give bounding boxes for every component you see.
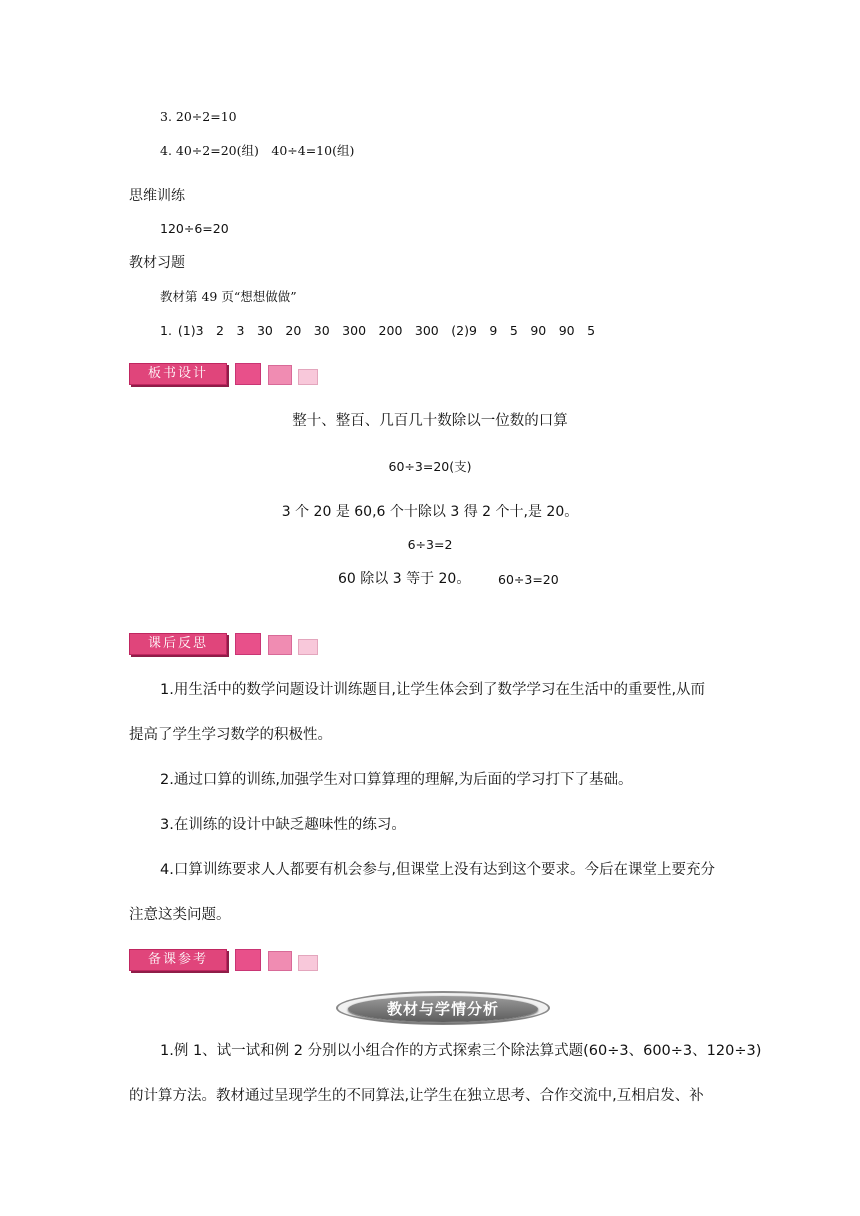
banner-square-mid bbox=[268, 365, 292, 385]
board-line-2: 3 个 20 是 60,6 个十除以 3 得 2 个十,是 20。 bbox=[281, 504, 579, 520]
banner-square-dark bbox=[235, 949, 261, 971]
board-equation-1: 60÷3=20(支) bbox=[388, 459, 472, 474]
reflection-paragraph-1a: 1.用生活中的数学问题设计训练题目,让学生体会到了数学学习在生活中的重要性,从而 bbox=[160, 682, 706, 698]
banner-square-light bbox=[298, 369, 318, 385]
textbook-reference: 教材第 49 页“想想做做” bbox=[160, 289, 297, 304]
banner-square-mid bbox=[268, 635, 292, 655]
reflection-paragraph-4b: 注意这类问题。 bbox=[129, 907, 231, 923]
reflection-label: 课后反思 bbox=[129, 633, 227, 655]
reflection-paragraph-2: 2.通过口算的训练,加强学生对口算算理的理解,为后面的学习打下了基础。 bbox=[160, 772, 633, 788]
banner-square-mid bbox=[268, 951, 292, 971]
answer-4: 4. 40÷2=20(组) 40÷4=10(组) bbox=[160, 143, 355, 158]
board-design-label: 板书设计 bbox=[129, 363, 227, 385]
analysis-title: 教材与学情分析 bbox=[386, 1000, 499, 1018]
banner-square-dark bbox=[235, 363, 261, 385]
board-line-3-equation: 60÷3=20 bbox=[498, 572, 559, 587]
reflection-paragraph-4a: 4.口算训练要求人人都要有机会参与,但课堂上没有达到这个要求。今后在课堂上要充分 bbox=[160, 862, 715, 878]
thinking-heading: 思维训练 bbox=[129, 188, 185, 204]
analysis-title-badge bbox=[336, 988, 550, 1028]
reflection-paragraph-1b: 提高了学生学习数学的积极性。 bbox=[129, 727, 332, 743]
textbook-heading: 教材习题 bbox=[129, 255, 185, 271]
analysis-paragraph-1b: 的计算方法。教材通过呈现学生的不同算法,让学生在独立思考、合作交流中,互相启发、补 bbox=[129, 1088, 704, 1104]
banner-square-light bbox=[298, 955, 318, 971]
board-equation-2: 6÷3=2 bbox=[407, 537, 453, 552]
board-line-3-text: 60 除以 3 等于 20。 bbox=[338, 571, 471, 587]
analysis-paragraph-1a: 1.例 1、试一试和例 2 分别以小组合作的方式探索三个除法算式题(60÷3、600÷3、120÷3) bbox=[160, 1043, 762, 1059]
prep-reference-label: 备课参考 bbox=[129, 949, 227, 971]
banner-square-dark bbox=[235, 633, 261, 655]
textbook-question-1: 1. (1)3 2 3 30 20 30 300 200 300 (2)9 9 5 90 90 5 bbox=[160, 323, 596, 338]
answer-3: 3. 20÷2=10 bbox=[160, 109, 237, 124]
reflection-paragraph-3: 3.在训练的设计中缺乏趣味性的练习。 bbox=[160, 817, 406, 833]
board-title: 整十、整百、几百几十数除以一位数的口算 bbox=[292, 413, 568, 429]
thinking-answer: 120÷6=20 bbox=[160, 221, 229, 236]
banner-square-light bbox=[298, 639, 318, 655]
